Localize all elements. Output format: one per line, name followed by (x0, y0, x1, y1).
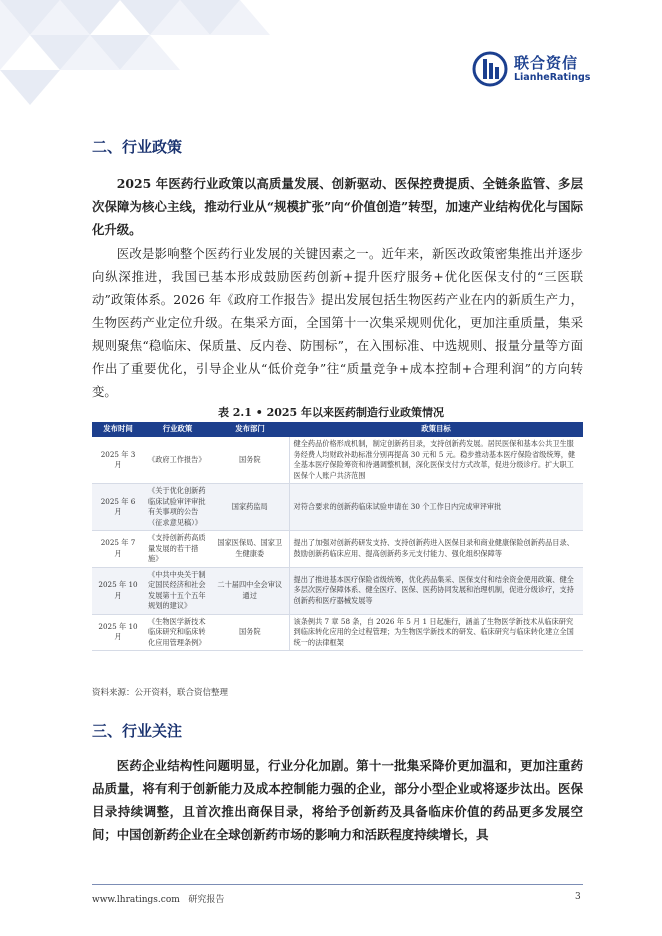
footer-website-link[interactable]: www.lhratings.com (92, 895, 180, 905)
focus-lead-paragraph: 医药企业结构性问题明显，行业分化加剧。第十一批集采降价更加温和，更加注重药品质量，将有利于创新能力及成本控制能力强的企业，部分小型企业或将逐步汰出。医保目录持续调整，且首次推出商保目录，将给予创新药及具备临床价值的药品更多发展空间；中国创新药企业在全球创新药市场的影响力和活跃程度持续增长，具 (92, 758, 583, 842)
table-header-row (92, 422, 583, 437)
corner-decoration (0, 0, 300, 110)
cell-policy: 《中共中央关于制定国民经济和社会发展第十五个五年规划的建议》 (144, 567, 211, 614)
cell-time: 2025 年 7 月 (92, 531, 144, 568)
cell-time: 2025 年 10 月 (92, 614, 144, 651)
brand-name-en: LianheRatings (514, 72, 591, 83)
lianhe-logo-icon (472, 51, 508, 87)
cell-goal: 健全药品价格形成机制，制定创新药目录，支持创新药发展。居民医保和基本公共卫生服务经费人均财政补助标准分别再提高 30 元和 5 元。稳步推动基本医疗保险省级统筹，健全基本医疗保险筹资和待遇调整机制，深化医保支付方式改革，促进分级诊疗。扩大职工医保个人账户共济范围 (289, 437, 583, 484)
cell-goal: 提出了推进基本医疗保险省级统筹，优化药品集采、医保支付和结余资金使用政策、健全多层次医疗保障体系、健全医疗、医保、医药协同发展和治理机制，促进分级诊疗，支持创新药和医疗器械发展等 (289, 567, 583, 614)
footer-report-type: 研究报告 (188, 895, 225, 905)
brand-logo (472, 50, 590, 88)
policy-lead-paragraph: 2025 年医药行业政策以高质量发展、创新驱动、医保控费提质、全链条监管、多层次保障为核心主线，推动行业从“规模扩张”向“价值创造”转型，加速产业结构优化与国际化升级。 (92, 176, 583, 237)
page-number: 3 (575, 892, 581, 902)
table-row (92, 531, 583, 568)
cell-policy: 《生物医学新技术临床研究和临床转化应用管理条例》 (144, 614, 211, 651)
header-dept: 发布部门 (211, 422, 289, 437)
footer-divider (92, 884, 583, 885)
cell-dept: 国务院 (211, 437, 289, 484)
header-time: 发布时间 (92, 422, 144, 437)
table-row (92, 437, 583, 484)
cell-policy: 《政府工作报告》 (144, 437, 211, 484)
cell-time: 2025 年 10 月 (92, 567, 144, 614)
table-caption: 表 2.1 • 2025 年以来医药制造行业政策情况 (217, 406, 445, 419)
header-policy: 行业政策 (144, 422, 211, 437)
cell-dept: 国务院 (211, 614, 289, 651)
table-row (92, 614, 583, 651)
cell-dept: 国家药监局 (211, 484, 289, 531)
header-goal: 政策目标 (289, 422, 583, 437)
cell-policy: 《关于优化创新药临床试验审评审批有关事项的公告（征求意见稿）》 (144, 484, 211, 531)
section-title-policy: 二、行业政策 (92, 138, 183, 156)
table-row (92, 567, 583, 614)
cell-time: 2025 年 3 月 (92, 437, 144, 484)
cell-goal: 提出了加强对创新药研发支持、支持创新药进入医保目录和商业健康保险创新药品目录、鼓励创新药临床应用、提高创新药多元支付能力、强化组织保障等 (289, 531, 583, 568)
cell-dept: 二十届四中全会审议通过 (211, 567, 289, 614)
table-source-note: 资料来源：公开资料，联合资信整理 (92, 688, 229, 698)
cell-dept: 国家医保局、国家卫生健康委 (211, 531, 289, 568)
section-title-focus: 三、行业关注 (92, 722, 183, 740)
cell-goal: 对符合要求的创新药临床试验申请在 30 个工作日内完成审评审批 (289, 484, 583, 531)
table-row (92, 484, 583, 531)
brand-name-cn: 联合资信 (514, 54, 579, 72)
footer-source (92, 892, 224, 905)
policy-body-paragraph: 医改是影响整个医药行业发展的关键因素之一。近年来，新医改政策密集推出并逐步向纵深推进，我国已基本形成鼓励医药创新+提升医疗服务+优化医保支付的“三医联动”政策体系。2026 年《政府工作报告》提出发展包括生物医药产业在内的新质生产力，生物医药产业定位升级。在集采方面，全国第十一次集采规则优化，更加注重质量，集采规则聚焦“稳临床、保质量、反内卷、防围标”，在入围标准、中选规则、报量分量等方面作出了重要优化，引导企业从“低价竞争”往“质量竞争+成本控制+合理利润”的方向转变。 (92, 246, 583, 399)
cell-time: 2025 年 6 月 (92, 484, 144, 531)
cell-policy: 《支持创新药高质量发展的若干措施》 (144, 531, 211, 568)
cell-goal: 该条例共 7 章 58 条，自 2026 年 5 月 1 日起施行，涵盖了生物医学新技术从临床研究到临床转化应用的全过程管理；为生物医学新技术的研发、临床研究与临床转化建立全国统一的法律框架 (289, 614, 583, 651)
policy-table (92, 422, 583, 651)
